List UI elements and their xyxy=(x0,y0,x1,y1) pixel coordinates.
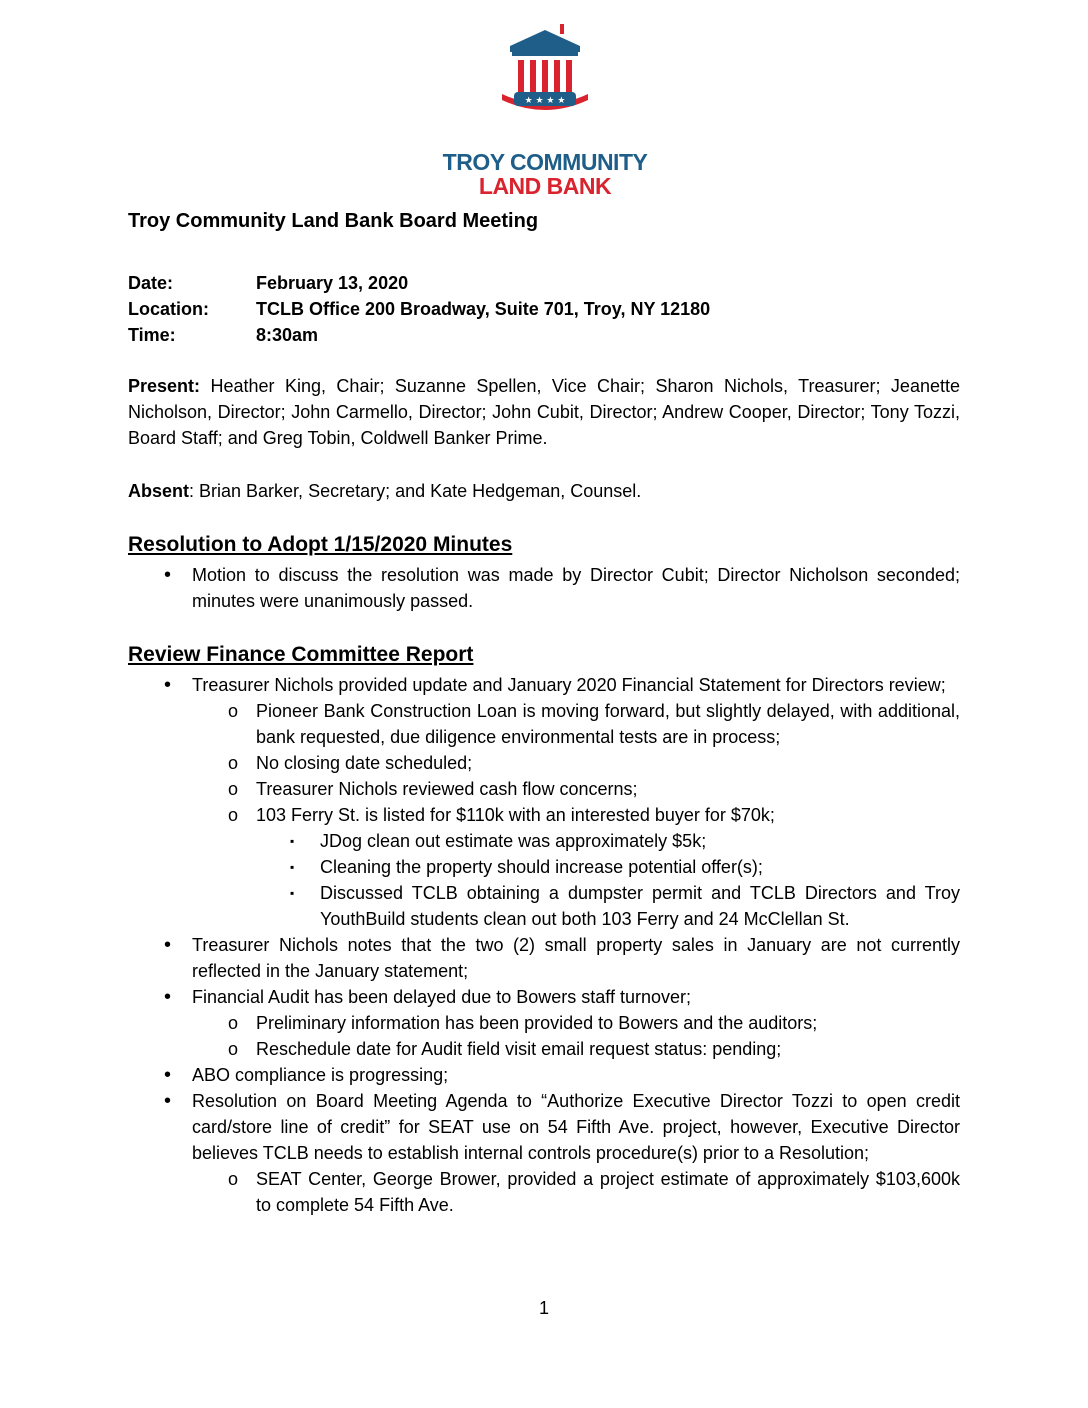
circle-marker: o xyxy=(228,753,239,773)
bullet-marker: • xyxy=(164,934,172,956)
bullet-marker: • xyxy=(164,986,172,1008)
present-label: Present: xyxy=(128,376,201,396)
section-heading-finance: Review Finance Committee Report xyxy=(128,643,474,666)
location-value: TCLB Office 200 Broadway, Suite 701, Troy, NY 12180 xyxy=(256,299,711,319)
list-item xyxy=(128,932,960,984)
list-item xyxy=(128,854,960,880)
list-item-text: Discussed TCLB obtaining a dumpster permit and TCLB Directors and Troy YouthBuild students clean out both 103 Ferry and 24 McClellan St. xyxy=(320,883,960,929)
present-paragraph xyxy=(128,373,960,451)
circle-marker: o xyxy=(228,701,239,721)
list-item-text: Cleaning the property should increase potential offer(s); xyxy=(320,857,763,877)
circle-marker: o xyxy=(228,1039,239,1059)
square-marker: ▪ xyxy=(290,834,295,848)
circle-marker: o xyxy=(228,1013,239,1033)
list-item-text: ABO compliance is progressing; xyxy=(192,1065,449,1085)
logo-text-line1: TROY COMMUNITY xyxy=(442,149,648,175)
page-number: 1 xyxy=(538,1298,549,1318)
list-item-text: Pioneer Bank Construction Loan is moving forward, but slightly delayed, with additional, bank requested, due diligence environmental tests are in process; xyxy=(256,701,960,747)
list-item-text: Financial Audit has been delayed due to Bowers staff turnover; xyxy=(192,987,691,1007)
svg-text:★ ★ ★ ★: ★ ★ ★ ★ xyxy=(524,96,566,106)
list-item xyxy=(128,672,960,698)
meeting-details xyxy=(128,270,710,348)
list-item xyxy=(128,880,960,932)
bullet-marker: • xyxy=(164,674,172,696)
list-item xyxy=(128,1036,960,1062)
present-text: Heather King, Chair; Suzanne Spellen, Vice Chair; Sharon Nichols, Treasurer; Jeanette Nicholson, Director; John Carmello, Director; John Cubit, Director; Andrew Cooper, Director; Tony Tozzi, Board Staff; and Greg Tobin, Coldwell Banker Prime. xyxy=(128,376,960,448)
list-item-text: Treasurer Nichols provided update and January 2020 Financial Statement for Directors review; xyxy=(192,675,946,695)
list-item xyxy=(128,1088,960,1166)
circle-marker: o xyxy=(228,779,239,799)
bullet-marker: • xyxy=(164,1090,172,1112)
square-marker: ▪ xyxy=(290,860,295,874)
square-marker: ▪ xyxy=(290,886,295,900)
list-item-text: Preliminary information has been provided to Bowers and the auditors; xyxy=(256,1013,818,1033)
absent-label: Absent xyxy=(128,481,190,501)
date-value: February 13, 2020 xyxy=(256,273,409,293)
absent-paragraph xyxy=(128,478,960,504)
list-item-text: 103 Ferry St. is listed for $110k with an interested buyer for $70k; xyxy=(256,805,775,825)
list-item-text: Treasurer Nichols notes that the two (2) small property sales in January are not currently reflected in the January statement; xyxy=(192,935,960,981)
list-item xyxy=(128,562,960,614)
list-item xyxy=(128,984,960,1010)
list-item-text: No closing date scheduled; xyxy=(256,753,473,773)
finance-list xyxy=(128,672,960,1218)
circle-marker: o xyxy=(228,1169,239,1189)
list-item xyxy=(128,1062,960,1088)
list-item-text: Motion to discuss the resolution was made by Director Cubit; Director Nicholson seconded; minutes were unanimously passed. xyxy=(192,565,960,611)
list-item-text: SEAT Center, George Brower, provided a project estimate of approximately $103,600k to complete 54 Fifth Ave. xyxy=(256,1169,960,1215)
location-label: Location: xyxy=(128,299,209,319)
minutes-list xyxy=(128,562,960,614)
logo xyxy=(420,22,670,199)
list-item xyxy=(128,698,960,750)
list-item xyxy=(128,802,960,828)
list-item-text: JDog clean out estimate was approximately $5k; xyxy=(320,831,707,851)
bullet-marker: • xyxy=(164,564,172,586)
list-item xyxy=(128,828,960,854)
building-hat-icon xyxy=(500,22,590,120)
section-heading-minutes: Resolution to Adopt 1/15/2020 Minutes xyxy=(128,533,513,556)
document-title: Troy Community Land Bank Board Meeting xyxy=(128,210,539,232)
list-item-text: Treasurer Nichols reviewed cash flow concerns; xyxy=(256,779,638,799)
list-item-text: Reschedule date for Audit field visit email request status: pending; xyxy=(256,1039,782,1059)
list-item xyxy=(128,750,960,776)
date-label: Date: xyxy=(128,273,174,293)
list-item xyxy=(128,1166,960,1218)
absent-text: : Brian Barker, Secretary; and Kate Hedgeman, Counsel. xyxy=(189,481,642,501)
circle-marker: o xyxy=(228,805,239,825)
list-item xyxy=(128,776,960,802)
logo-text-line2: LAND BANK xyxy=(478,173,612,199)
time-value: 8:30am xyxy=(256,325,319,345)
list-item-text: Resolution on Board Meeting Agenda to “Authorize Executive Director Tozzi to open credit card/store line of credit” for SEAT use on 54 Fifth Ave. project, however, Executive Director believes TCLB needs to establish internal controls procedure(s) prior to a Resolution; xyxy=(192,1091,960,1163)
time-label: Time: xyxy=(128,325,176,345)
list-item xyxy=(128,1010,960,1036)
bullet-marker: • xyxy=(164,1064,172,1086)
